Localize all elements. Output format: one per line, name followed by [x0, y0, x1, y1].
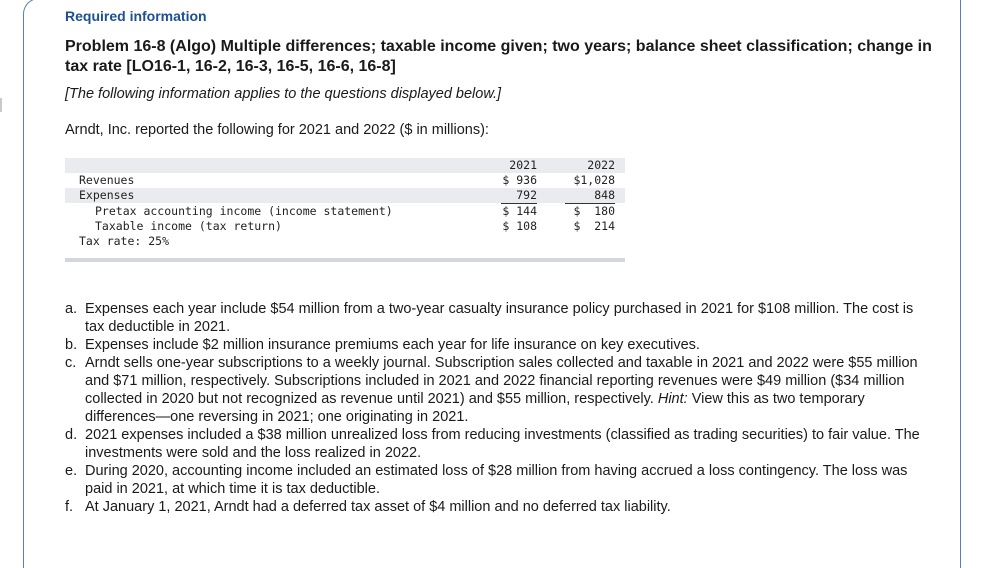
problem-title: Problem 16-8 (Algo) Multiple differences; taxable income given; two years; balance sheet classification; change in tax rate [LO16-1, 16-2, 16-3, 16-5, 16-6, 16-8]	[65, 38, 932, 75]
pretax-2022: $ 180	[573, 204, 615, 218]
expenses-2022	[565, 188, 615, 204]
year-2021-header: 2021	[509, 158, 537, 172]
list-item	[65, 354, 935, 426]
list-item-text: Arndt sells one-year subscriptions to a weekly journal. Subscription sales collected and taxable in 2021 and 2022 were $55 million and $71 million, respectively. Subscriptions included in 2021 and 2022 financial reporting revenues were $49 million ($34 million collected in 2020 but not recognized as revenue until 2021) and $55 million, respectively.	[85, 355, 918, 407]
list-marker: c.	[65, 355, 77, 371]
list-marker: b.	[65, 337, 78, 353]
list-item	[65, 426, 935, 462]
expenses-2021-value: 792	[501, 188, 537, 204]
list-item	[65, 462, 935, 498]
hint-text: View this as two temporary differences—one reversing in 2021; one originating in 2021.	[85, 391, 865, 425]
revenues-2021: $ 936	[502, 173, 537, 187]
row-label-revenues: Revenues	[79, 173, 135, 187]
applies-note: [The following information applies to the questions displayed below.]	[65, 86, 502, 102]
list-item-text: Expenses each year include $54 million from a two-year casualty insurance policy purchased in 2021 for $108 million. The cost is tax deductible in 2021.	[85, 301, 914, 335]
intro-text: Arndt, Inc. reported the following for 2021 and 2022 ($ in millions):	[65, 122, 489, 138]
required-information-heading: Required information	[65, 8, 207, 24]
list-marker: f.	[65, 499, 74, 515]
pretax-2021: $ 144	[502, 204, 537, 218]
list-item-text: At January 1, 2021, Arndt had a deferred tax asset of $4 million and no deferred tax liability.	[85, 499, 671, 515]
additional-info-list	[65, 300, 935, 516]
table-band	[65, 188, 625, 203]
list-item	[65, 300, 935, 336]
list-marker: d.	[65, 427, 78, 443]
list-item	[65, 336, 935, 354]
list-item-text: During 2020, accounting income included an estimated loss of $28 million from having accrued a loss contingency. The loss was paid in 2021, at which time it is tax deductible.	[85, 463, 908, 497]
hint-label: Hint:	[657, 391, 688, 407]
list-marker: e.	[65, 463, 78, 479]
tax-rate: Tax rate: 25%	[79, 234, 170, 248]
table-band	[65, 158, 625, 173]
financial-data-table	[65, 158, 625, 262]
taxable-2022: $ 214	[573, 219, 615, 233]
edge-marker	[0, 98, 2, 112]
year-2022-header: 2022	[587, 158, 615, 172]
expenses-2022-value: 848	[565, 188, 615, 204]
revenues-2022: $1,028	[573, 173, 615, 187]
list-item-text: Expenses include $2 million insurance premiums each year for life insurance on key executives.	[85, 337, 700, 353]
list-item	[65, 498, 935, 516]
row-label-pretax-income: Pretax accounting income (income statement)	[95, 204, 393, 218]
list-item-text: 2021 expenses included a $38 million unrealized loss from reducing investments (classified as trading securities) to fair value. The investments were sold and the loss realized in 2022.	[85, 427, 920, 461]
expenses-2021	[495, 188, 537, 204]
row-label-taxable-income: Taxable income (tax return)	[95, 219, 282, 233]
taxable-2021: $ 108	[502, 219, 537, 233]
list-marker: a.	[65, 301, 78, 317]
row-label-expenses: Expenses	[79, 188, 135, 202]
